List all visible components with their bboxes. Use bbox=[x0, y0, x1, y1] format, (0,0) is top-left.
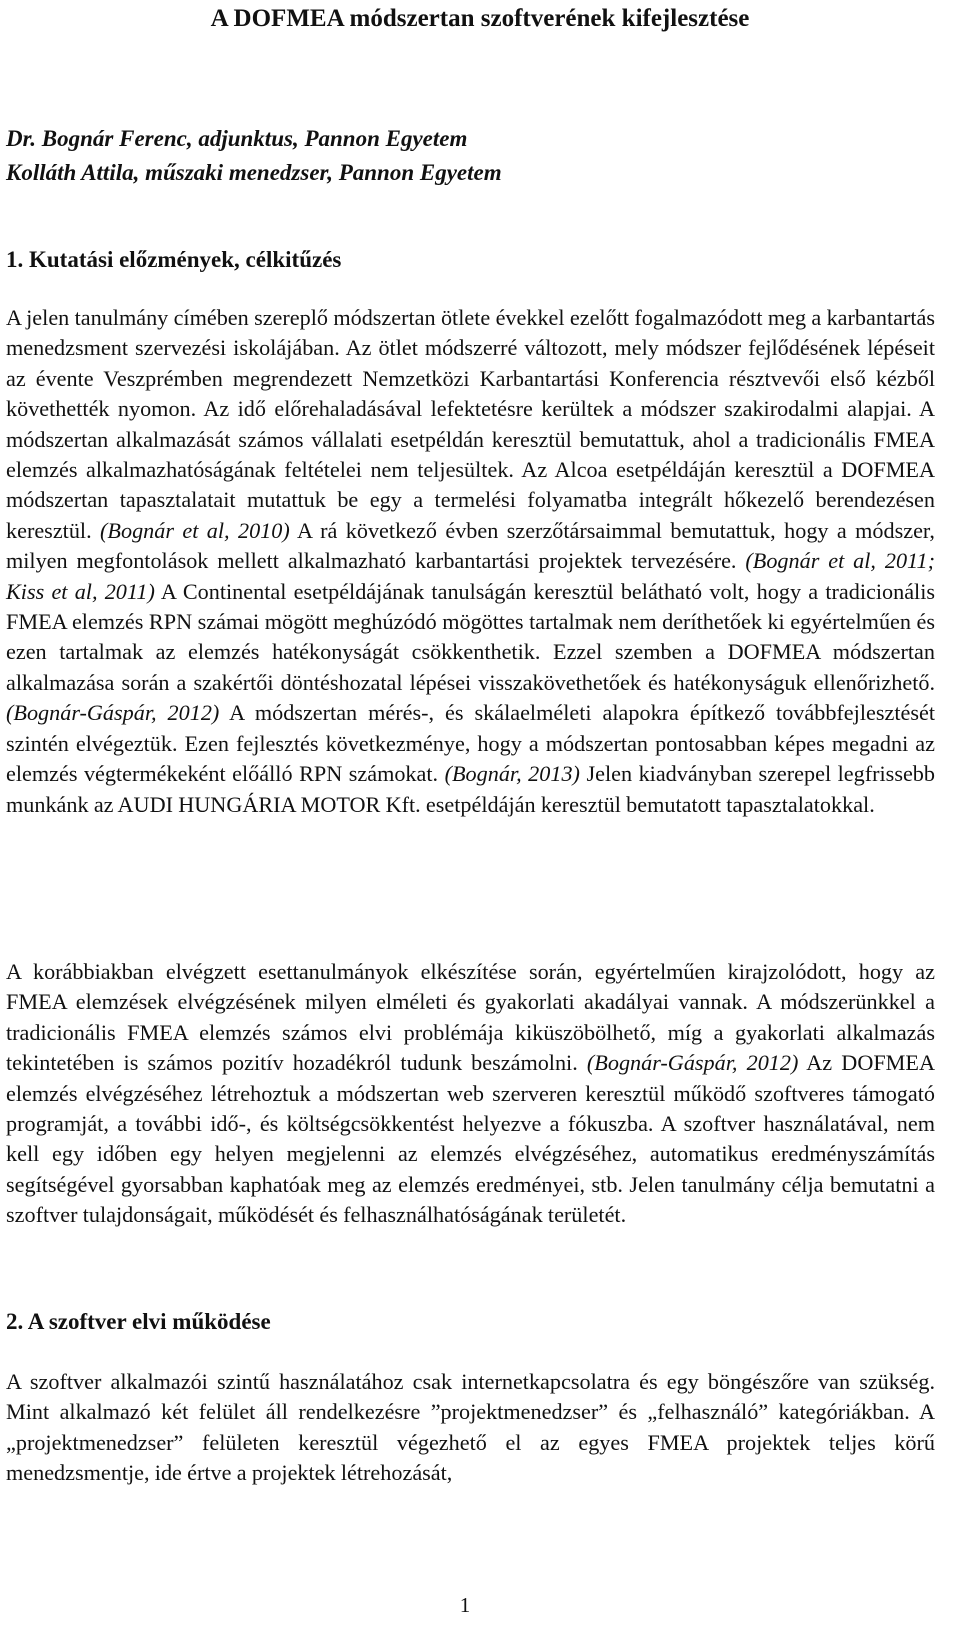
citation: (Bognár et al, 2011; Kiss et al, 2011) bbox=[6, 548, 935, 604]
paragraph: A szoftver alkalmazói szintű használatához csak internetkapcsolatra és egy böngészőre van szükség. Mint alkalmazó két felület áll rendelkezésre ”projektmenedzser” és „felhasználó” kategóriákban. A „projektmenedzser” felületen keresztül végezhető el az egyes FMEA projektek teljes körű menedzsmentje, ide értve a projektek létrehozását, bbox=[6, 1369, 935, 1486]
paragraph-text: Jelen kiadványban szerepel legfrissebb munkánk az AUDI HUNGÁRIA MOTOR Kft. esetpéldáján keresztül bemutatott tapasztalatokkal. bbox=[6, 761, 935, 817]
paragraph bbox=[6, 957, 935, 1231]
paragraph-text: A korábbiakban elvégzett esettanulmányok elkészítése során, egyértelműen kirajzolódott, hogy az FMEA elemzések elvégzésének milyen elméleti és gyakorlati akadályai vannak. A módszerünkkel a tradicionális FMEA elemzés számos elvi problémája kiküszöbölhető, míg a gyakorlati alkalmazás tekintetében is számos pozitív hozadékról tudunk beszámolni. bbox=[6, 959, 935, 1076]
paragraph-text: A jelen tanulmány címében szereplő módszertan ötlete évekkel ezelőtt fogalmazódott meg a karbantartás menedzsment szervezési iskolájában. Az ötlet módszerré változott, mely módszer fejlődésének lépéseit az évente Veszprémben megrendezett Nemzetközi Karbantartási Konferencia résztvevői első kézből követhették nyomon. Az idő előrehaladásával lefektetésre kerültek a módszer szakirodalmi alapjai. A módszertan alkalmazását számos vállalati esetpéldán keresztül bemutattuk, ahol a tradicionális FMEA elemzés alkalmazhatóságának feltételei nem teljesültek. Az Alcoa esetpéldáján keresztül a DOFMEA módszertan tapasztalatait mutattuk be egy a termelési folyamatba integrált hőkezelő berendezésen keresztül. bbox=[6, 305, 935, 543]
section-heading: 2. A szoftver elvi működése bbox=[6, 1309, 271, 1334]
page-number: 1 bbox=[459, 1593, 471, 1617]
citation: (Bognár-Gáspár, 2012) bbox=[586, 1050, 799, 1076]
paragraph-text: A módszertan mérés-, és skálaelméleti alapokra építkező továbbfejlesztését szintén elvégeztük. Ezen fejlesztés következménye, hogy a módszertan pontosabban képes megadni az elemzés végtermékeként előálló RPN számokat. bbox=[6, 700, 935, 787]
paragraph-text: Az DOFMEA elemzés elvégzéséhez létrehoztuk a módszertan web szerveren keresztül működő szoftveres támogató programját, a további idő-, és költségcsökkentést helyezve a fókuszba. A szoftver használatával, nem kell egy időben egy helyen megjelenni az elemzés elvégzéséhez, automatikus eredményszámítás segítségével gyorsabban kaphatóak meg az elemzés eredményei, stb. Jelen tanulmány célja bemutatni a szoftver tulajdonságait, működését és felhasználhatóságának területét. bbox=[6, 1050, 935, 1228]
paragraph-text: A rá következő évben szerzőtársaimmal bemutattuk, hogy a módszer, milyen megfontolások mellett alkalmazható karbantartási projektek tervezésére. bbox=[6, 517, 935, 574]
citation: (Bognár, 2013) bbox=[444, 761, 580, 787]
section-heading: 1. Kutatási előzmények, célkitűzés bbox=[6, 247, 342, 272]
author-line: Kolláth Attila, műszaki menedzser, Pannon Egyetem bbox=[6, 160, 502, 185]
document-title: A DOFMEA módszertan szoftverének kifejlesztése bbox=[210, 5, 750, 32]
citation: (Bognár-Gáspár, 2012) bbox=[6, 700, 220, 726]
author-line: Dr. Bognár Ferenc, adjunktus, Pannon Egyetem bbox=[6, 126, 468, 151]
paragraph-text: A Continental esetpéldájának tanulságán keresztül belátható volt, hogy a tradicionális FMEA elemzés RPN számai mögött meghúzódó mögöttes tartalmak nem deríthetőek ki egyértelműen és ezen tartalmak az elemzés hatékonyságát csökkenthetik. Ezzel szemben a DOFMEA módszertan alkalmazása során a szakértői döntéshozatal lépései visszakövethetőek és hatékonyságuk ellenőrizhető. bbox=[6, 578, 936, 695]
author-block bbox=[6, 122, 946, 190]
paragraph bbox=[6, 303, 935, 820]
citation: (Bognár et al, 2010) bbox=[100, 517, 290, 543]
